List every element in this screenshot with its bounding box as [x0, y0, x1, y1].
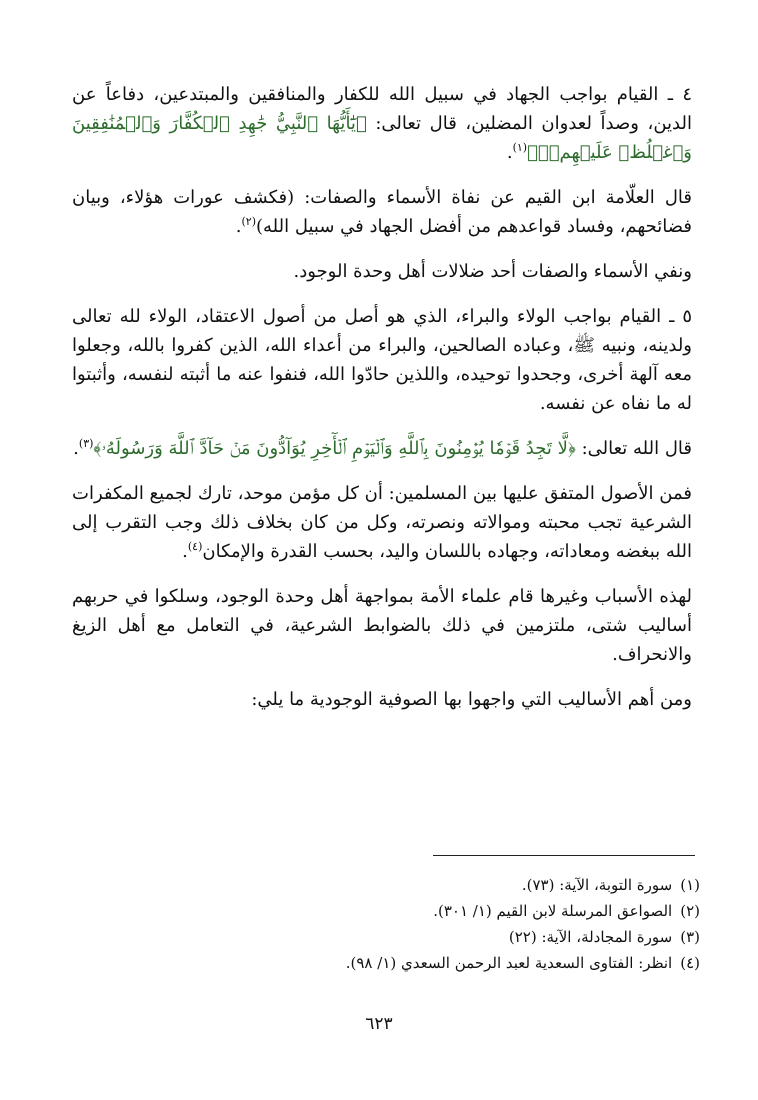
- paragraph-text: ومن أهم الأساليب التي واجهوا بها الصوفية الوجودية ما يلي:: [251, 689, 692, 710]
- paragraph-reasons: [72, 582, 692, 669]
- paragraph-text: فمن الأصول المتفق عليها بين المسلمين: أن كل مؤمن موحد، تارك لجميع المكفرات الشرعية تجب محبته وموالاته ونصرته، وكل من كان بخلاف ذلك وجب التقرب إلى الله ببغضه ومعاداته، وجهاده باللسان واليد، بحسب القدرة والإمكان: [72, 483, 692, 562]
- paragraph-wala-bara: [72, 302, 692, 418]
- paragraph-names-attributes: [72, 257, 692, 286]
- paragraph-ibn-qayyim: [72, 183, 692, 241]
- page-number: ٦٢٣: [365, 1014, 393, 1034]
- quran-verse: ﴿يَٰٓأَيُّهَا ٱلنَّبِيُّ جَٰهِدِ ٱلۡكُفَّارَ وَٱلۡمُنَٰفِقِينَ وَٱغۡلُظۡ عَلَيۡهِمۡۚ﴾: [72, 113, 692, 163]
- footnotes: [260, 872, 700, 976]
- paragraph-tail: .: [182, 541, 188, 562]
- footnote-ref[interactable]: (٣): [78, 437, 94, 450]
- quran-verse: ﴿لَّا تَجِدُ قَوۡمٗا يُؤۡمِنُونَ بِٱللَّهِ وَٱلۡيَوۡمِ ٱلۡأٓخِرِ يُوَآدُّونَ مَنۡ حَآدَّ ٱللَّهَ وَرَسُولَهُۥ﴾: [93, 438, 576, 459]
- paragraph-tail: .: [235, 216, 242, 237]
- paragraph-mujadila-verse: [72, 434, 692, 463]
- footnote-number: (١): [680, 876, 700, 894]
- paragraph-text: ونفي الأسماء والصفات أحد ضلالات أهل وحدة الوجود.: [293, 261, 692, 282]
- footnote-number: (٤): [680, 954, 700, 972]
- paragraph-text: قال الله تعالى:: [575, 438, 692, 459]
- footnote-separator: [433, 855, 695, 856]
- footnote-text: سورة التوبة، الآية: (٧٣).: [521, 876, 673, 894]
- footnote-item: [260, 872, 700, 898]
- footnote-ref[interactable]: (٤): [187, 540, 203, 553]
- footnote-text: الصواعق المرسلة لابن القيم (١/ ٣٠١).: [433, 902, 673, 920]
- paragraph-text: قال العلّامة ابن القيم عن نفاة الأسماء والصفات: (فكشف عورات هؤلاء، وبيان فضائحهم، وفساد قواعدهم من أفضل الجهاد في سبيل الله): [72, 187, 692, 237]
- paragraph-text: ٤ ـ القيام بواجب الجهاد في سبيل الله للكفار والمنافقين والمبتدعين، دفاعاً عن الدين، وصداً لعدوان المضلين، قال تعالى:: [72, 84, 692, 134]
- paragraph-methods-intro: [72, 685, 692, 714]
- paragraph-text: لهذه الأسباب وغيرها قام علماء الأمة بمواجهة أهل وحدة الوجود، وسلكوا في حربهم أساليب شتى، ملتزمين في ذلك بالضوابط الشرعية، في التعامل مع أهل الزيغ والانحراف.: [72, 586, 692, 665]
- footnote-number: (٢): [680, 902, 700, 920]
- paragraph-tail: .: [506, 142, 513, 163]
- footnote-number: (٣): [680, 928, 700, 946]
- footnote-item: [260, 950, 700, 976]
- footnote-ref[interactable]: (١): [512, 141, 528, 154]
- paragraph-tail: .: [73, 438, 79, 459]
- paragraph-jihad: [72, 80, 692, 167]
- footnote-item: [260, 924, 700, 950]
- footnote-item: [260, 898, 700, 924]
- body-text: [72, 80, 692, 730]
- paragraph-agreed-principles: [72, 479, 692, 566]
- footnote-text: سورة المجادلة، الآية: (٢٢): [508, 928, 673, 946]
- paragraph-text: ٥ ـ القيام بواجب الولاء والبراء، الذي هو أصل من أصول الاعتقاد، الولاء لله تعالى ولدينه، ونبيه ﷺ، وعباده الصالحين، والبراء من أعداء الله، الذين كفروا بالله، وجعلوا معه آلهة أخرى، وجحدوا توحيده، واللذين حادّوا الله، فنفوا عنه ما أثبته لنفسه، وأثبتوا له ما نفاه عن نفسه.: [72, 306, 692, 414]
- footnote-ref[interactable]: (٢): [241, 215, 256, 228]
- footnote-text: انظر: الفتاوى السعدية لعبد الرحمن السعدي (١/ ٩٨).: [345, 954, 673, 972]
